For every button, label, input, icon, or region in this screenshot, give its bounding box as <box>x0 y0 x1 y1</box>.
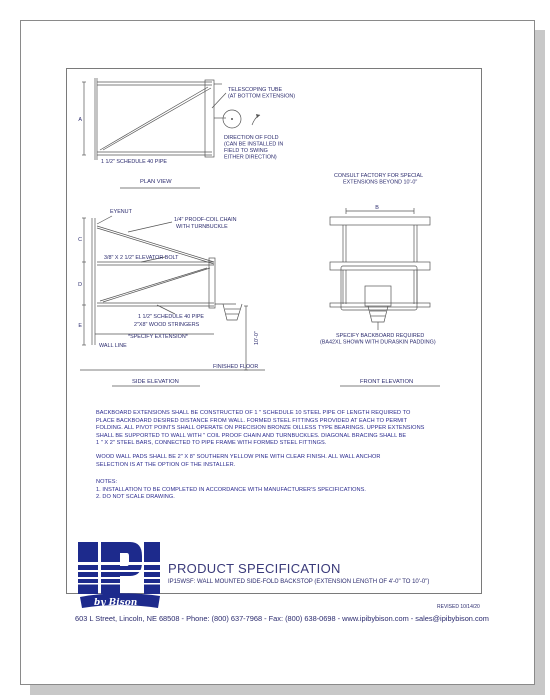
direction-of-fold-label: DIRECTION OF FOLD (CAN BE INSTALLED IN FIELD TO SWING EITHER DIRECTION) <box>224 135 284 161</box>
product-spec-title: PRODUCT SPECIFICATION <box>168 561 341 576</box>
specify-backboard-label: SPECIFY BACKBOARD REQUIRED (BA42XL SHOWN WITH DURASKIN PADDING) <box>320 333 436 346</box>
dim-e: E <box>78 323 82 329</box>
dim-c: C <box>78 237 82 243</box>
front-elevation-title: FRONT ELEVATION <box>360 379 414 385</box>
height-dim: 10'-0" <box>254 331 260 345</box>
company-footer: 603 L Street, Lincoln, NE 68508 - Phone: (800) 637-7968 - Fax: (800) 638-0698 - www.ipibybison.com - sales@ipibybison.com <box>75 614 489 623</box>
finished-floor-label: FINISHED FLOOR <box>213 364 259 370</box>
stringers-label: 2"X8" WOOD STRINGERS <box>134 322 200 328</box>
spec-paragraph-2: WOOD WALL PADS SHALL BE 2" X 8" SOUTHERN YELLOW PINE WITH CLEAR FINISH. ALL WALL ANCHOR SELECTION IS AT THE OPTION OF THE INSTALLER. <box>96 453 381 468</box>
general-notes: NOTES: 1. INSTALLATION TO BE COMPLETED IN ACCORDANCE WITH MANUFACTURER'S SPECIFICATIONS. 2. DO NOT SCALE DRAWING. <box>96 479 367 501</box>
front-elevation <box>330 208 430 330</box>
logo-tagline: by Bison <box>94 598 138 608</box>
ipi-by-bison-logo <box>76 540 162 610</box>
telescoping-tube-label: TELESCOPING TUBE (AT BOTTOM EXTENSION) <box>228 87 296 100</box>
specify-extension-label: *SPECIFY EXTENSION* <box>128 334 188 340</box>
eyenut-label: EYENUT <box>110 209 132 215</box>
spec-notes <box>96 410 486 508</box>
side-elevation-title: SIDE ELEVATION <box>132 379 179 385</box>
chain-label: 1/4" PROOF-COIL CHAIN WITH TURNBUCKLE <box>174 217 237 230</box>
wall-line-label: WALL LINE <box>99 343 127 349</box>
dim-a: A <box>78 117 82 123</box>
dim-b: B <box>375 205 379 211</box>
dim-d: D <box>78 282 82 288</box>
plan-view-title: PLAN VIEW <box>140 179 172 185</box>
revised-date: REVISED 10/14/20 <box>437 604 480 610</box>
side-pipe-label: 1 1/2" SCHEDULE 40 PIPE <box>138 314 205 320</box>
consult-label: CONSULT FACTORY FOR SPECIAL EXTENSIONS BEYOND 10'-0" <box>334 173 423 186</box>
plan-pipe-label: 1 1/2" SCHEDULE 40 PIPE <box>101 159 168 165</box>
spec-paragraph-1: BACKBOARD EXTENSIONS SHALL BE CONSTRUCTED OF 1 " SCHEDULE 10 STEEL PIPE OF LENGTH REQUIRED TO PLACE BACKBOARD DESIRED DISTANCE FROM WALL. FORMED STEEL FITTINGS PROVIDED AT EACH TO PERMIT FOLDING. ALL PIVOT POINTS SHALL OPERATE ON PRECISION BRONZE OILLESS TYPE BEARINGS. UPPER EXTENSIONS SHALL BE SUPPORTED TO WALL WITH " COIL PROOF CHAIN AND TURNBUCKLES. DIAGONAL BRACING SHALL BE 1 " X 2" STEEL BARS, CONNECTED TO PIPE FRAME WITH FORMED STEEL FITTINGS. <box>96 410 425 447</box>
elevator-bolt-label: 3/8" X 2 1/2" ELEVATOR BOLT <box>104 255 179 261</box>
product-spec-subtitle: IP15WSF: WALL MOUNTED SIDE-FOLD BACKSTOP (EXTENSION LENGTH OF 4'-0" TO 10'-0") <box>168 579 430 585</box>
